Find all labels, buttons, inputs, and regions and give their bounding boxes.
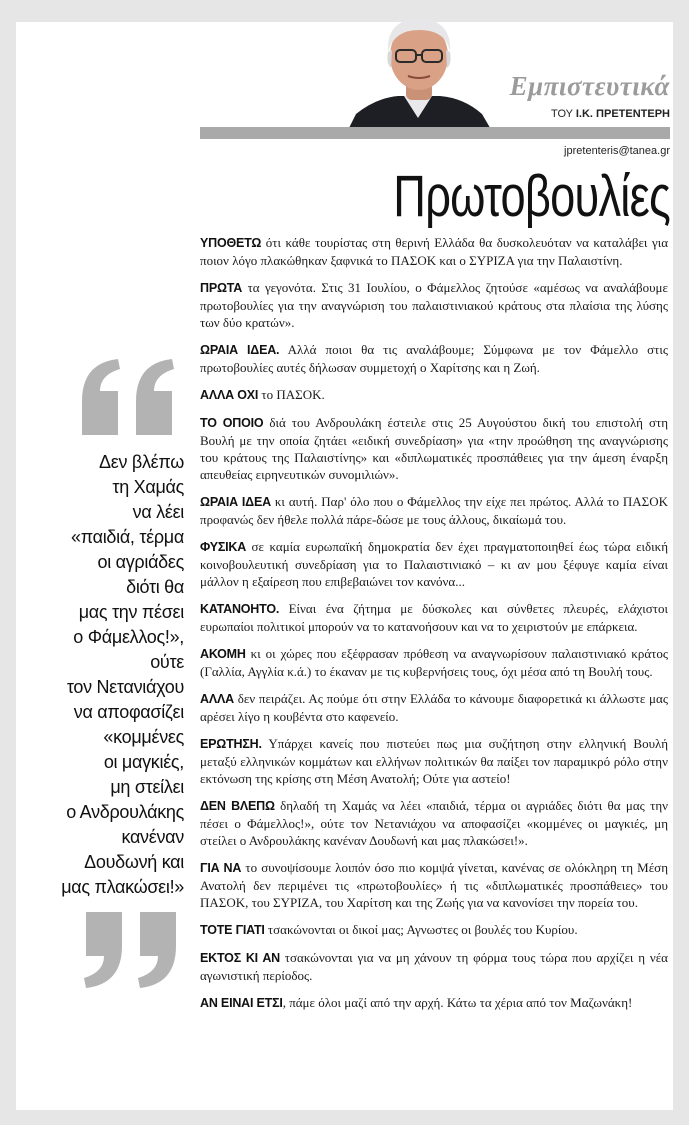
pull-quote-line: ο Ανδρουλάκης [66, 802, 184, 822]
paragraph-lead: ΩΡΑΙΑ ΙΔΕΑ [200, 495, 271, 509]
article-paragraph [200, 279, 668, 331]
pull-quote-line: να αποφασίζει [73, 702, 184, 722]
paragraph-lead: ΕΚΤΟΣ ΚΙ ΑΝ [200, 951, 280, 965]
paragraph-text: , πάμε όλοι μαζί από την αρχή. Κάτω τα χέρια από τον Μαζωνάκη! [282, 995, 633, 1010]
open-quote-icon [74, 357, 184, 437]
paragraph-lead: ΔΕΝ ΒΛΕΠΩ [200, 799, 275, 813]
article-paragraph [200, 386, 668, 404]
author-name: Ι.Κ. ΠΡΕΤΕΝΤΕΡΗ [575, 108, 670, 120]
pull-quote-line: διότι θα [126, 577, 184, 597]
paragraph-text: κι οι χώρες που εξέφρασαν πρόθεση να αναγνωρίσουν παλαιστινιακό κράτος (Γαλλία, Αγγλία κ.ά.) το έκαναν με τις κυβερνήσεις τους, όχι μέσα από τη Βουλή τους. [200, 646, 668, 679]
author-email: jpretenteris@tanea.gr [564, 145, 670, 157]
article-body [200, 234, 668, 1022]
pull-quote-line: «παιδιά, τέρμα [71, 527, 184, 547]
author-portrait [336, 6, 501, 138]
article-paragraph [200, 797, 668, 849]
byline [486, 108, 670, 120]
paragraph-text: Υπάρχει κανείς που πιστεύει πως μια συζήτηση στην ελληνική Βουλή μεταξύ ελληνικών κομμάτων και ελλήνων πολιτικών θα παίξει τον παραμικρό ρόλο στην εκτόνωση της κρίσης στη Μέση Ανατολή; Ούτε για αστείο! [200, 736, 668, 786]
headline: Πρωτοβουλίες [393, 164, 670, 229]
pull-quote-line: ο Φάμελλος!», [73, 627, 184, 647]
paragraph-text: κι αυτή. Παρ' όλο που ο Φάμελλος την είχε πει πρώτος. Αλλά το ΠΑΣΟΚ προφανώς δεν ήθελε πολλά πάρε-δώσε με τους άλλους, δικαίωμά του. [200, 494, 668, 527]
pull-quote-line: οι μαγκιές, [103, 752, 184, 772]
paragraph-lead: ΓΙΑ ΝΑ [200, 861, 242, 875]
newspaper-column [16, 22, 673, 1110]
paragraph-lead: ΠΡΩΤΑ [200, 281, 243, 295]
paragraph-lead: ΩΡΑΙΑ ΙΔΕΑ. [200, 343, 280, 357]
article-paragraph [200, 859, 668, 911]
paragraph-text: δηλαδή τη Χαμάς να λέει «παιδιά, τέρμα οι αγριάδες διότι θα μας την πέσει ο Φάμελλος!», ούτε τον Νετανιάχου να αποφασίζει «κομμένες οι μαγκιές, μη στείλει ο Ανδρουλάκης κανέναν Δουδωνή και μας πλακώσει!». [200, 798, 668, 848]
article-paragraph [200, 921, 668, 939]
paragraph-text: Αλλά ποιοι θα τις αναλάβουμε; Σύμφωνα με τον Φάμελλο στις πρωτοβουλίες αυτές δήλωσαν συμμετοχή ο Χαρίτσης και η Ζωή. [200, 342, 668, 375]
paragraph-lead: ΤΟ ΟΠΟΙΟ [200, 416, 264, 430]
pull-quote-line: «κομμένες [103, 727, 184, 747]
article-paragraph [200, 234, 668, 269]
paragraph-text: διά του Ανδρουλάκη έστειλε στις 25 Αυγούστου δική του επιστολή στη Βουλή με την οποία ζητάει «ειδική συνεδρίαση» για «την προώθηση της αναγνώρισης του κράτους της Παλαιστίνης» και «διπλωματικές προσπάθειες για την άμεση έναρξη απευθείας ειρηνευτικών συνομιλιών». [200, 415, 668, 482]
article-paragraph [200, 493, 668, 528]
pull-quote-line: μας πλακώσει!» [61, 877, 184, 897]
pull-quote-line: ούτε [150, 652, 184, 672]
pull-quote-line: κανέναν [121, 827, 184, 847]
pull-quote-line: Δεν βλέπω [99, 452, 184, 472]
paragraph-lead: ΕΡΩΤΗΣΗ. [200, 737, 262, 751]
paragraph-lead: ΦΥΣΙΚΑ [200, 540, 247, 554]
paragraph-lead: ΑΚΟΜΗ [200, 647, 246, 661]
article-paragraph [200, 414, 668, 483]
paragraph-text: τσακώνονται για να μη χάνουν τη φόρμα τους τώρα που αρχίζει η νέα αγωνιστική περίοδος. [200, 950, 668, 983]
paragraph-text: Είναι ένα ζήτημα με δύσκολες και σύνθετες πλευρές, ελάχιστοι ευρωπαίοι πολιτικοί μπορούν να το κατανοήσουν και να το χειριστούν με επάρκεια. [200, 601, 668, 634]
article-paragraph [200, 600, 668, 635]
pull-quote-line: να λέει [132, 502, 184, 522]
paragraph-text: τσακώνονται οι δικοί μας; Αγνωστες οι βουλές του Κυρίου. [264, 922, 578, 937]
article-paragraph [200, 735, 668, 787]
paragraph-lead: ΑΝ ΕΙΝΑΙ ΕΤΣΙ [200, 996, 283, 1010]
paragraph-lead: ΚΑΤΑΝΟΗΤΟ. [200, 602, 280, 616]
close-quote-icon [74, 910, 184, 990]
paragraph-lead: ΑΛΛΑ ΟΧΙ [200, 388, 259, 402]
paragraph-text: το ΠΑΣΟΚ. [258, 387, 325, 402]
byline-prefix: ΤΟΥ [550, 108, 573, 120]
paragraph-text: τα γεγονότα. Στις 31 Ιουλίου, ο Φάμελλος ζητούσε «αμέσως να αναλάβουμε πρωτοβουλίες για την αναγνώριση του παλαιστινιακού κράτους στα πλαίσια της λύσης των δύο κρατών». [200, 280, 668, 330]
paragraph-lead: ΥΠΟΘΕΤΩ [200, 236, 262, 250]
paragraph-text: δεν πειράζει. Ας πούμε ότι στην Ελλάδα το κάνουμε διαφορετικά κι άλλωστε μας αρέσει λίγο η κουβέντα στο καφενείο. [200, 691, 668, 724]
paragraph-text: σε καμία ευρωπαϊκή δημοκρατία δεν έχει πραγματοποιηθεί έως τώρα ειδική κοινοβουλευτική συνεδρίαση για το Παλαιστινιακό – κι αν μου ξέφυγε καμία είναι μάλλον η εξαίρεση που επιβεβαιώνει τον κανόνα... [200, 539, 668, 589]
pull-quote-line: τον Νετανιάχου [66, 677, 184, 697]
article-paragraph [200, 949, 668, 984]
article-paragraph [200, 538, 668, 590]
column-name: Εμπιστευτικά [509, 71, 670, 101]
pull-quote-line: τη Χαμάς [112, 477, 184, 497]
article-paragraph [200, 994, 668, 1012]
article-paragraph [200, 645, 668, 680]
pull-quote-line: μας την πέσει [78, 602, 184, 622]
pull-quote-line: οι αγριάδες [97, 552, 184, 572]
article-paragraph [200, 690, 668, 725]
paragraph-lead: ΑΛΛΑ [200, 692, 234, 706]
pull-quote-line: μη στείλει [110, 777, 184, 797]
pull-quote [28, 450, 184, 900]
header-rule [200, 127, 670, 139]
paragraph-lead: ΤΟΤΕ ΓΙΑΤΙ [200, 923, 265, 937]
pull-quote-line: Δουδωνή και [84, 852, 184, 872]
paragraph-text: το συνοψίσουμε λοιπόν όσο πιο κομψά γίνεται, κανένας σε ολόκληρη τη Μέση Ανατολή δεν περιμένει τις «πρωτοβουλίες» ή τις «διπλωματικές προσπάθειες» του ΠΑΣΟΚ, του ΣΥΡΙΖΑ, του Χαρίτση και της Ζωής για να κανονίσει την πορεία του. [200, 860, 668, 910]
article-paragraph [200, 341, 668, 376]
paragraph-text: ότι κάθε τουρίστας στη θερινή Ελλάδα θα δυσκολευόταν να καταλάβει για ποιον λόγο πλακώθηκαν ξαφνικά το ΠΑΣΟΚ και ο ΣΥΡΙΖΑ για την Παλαιστίνη. [200, 235, 668, 268]
